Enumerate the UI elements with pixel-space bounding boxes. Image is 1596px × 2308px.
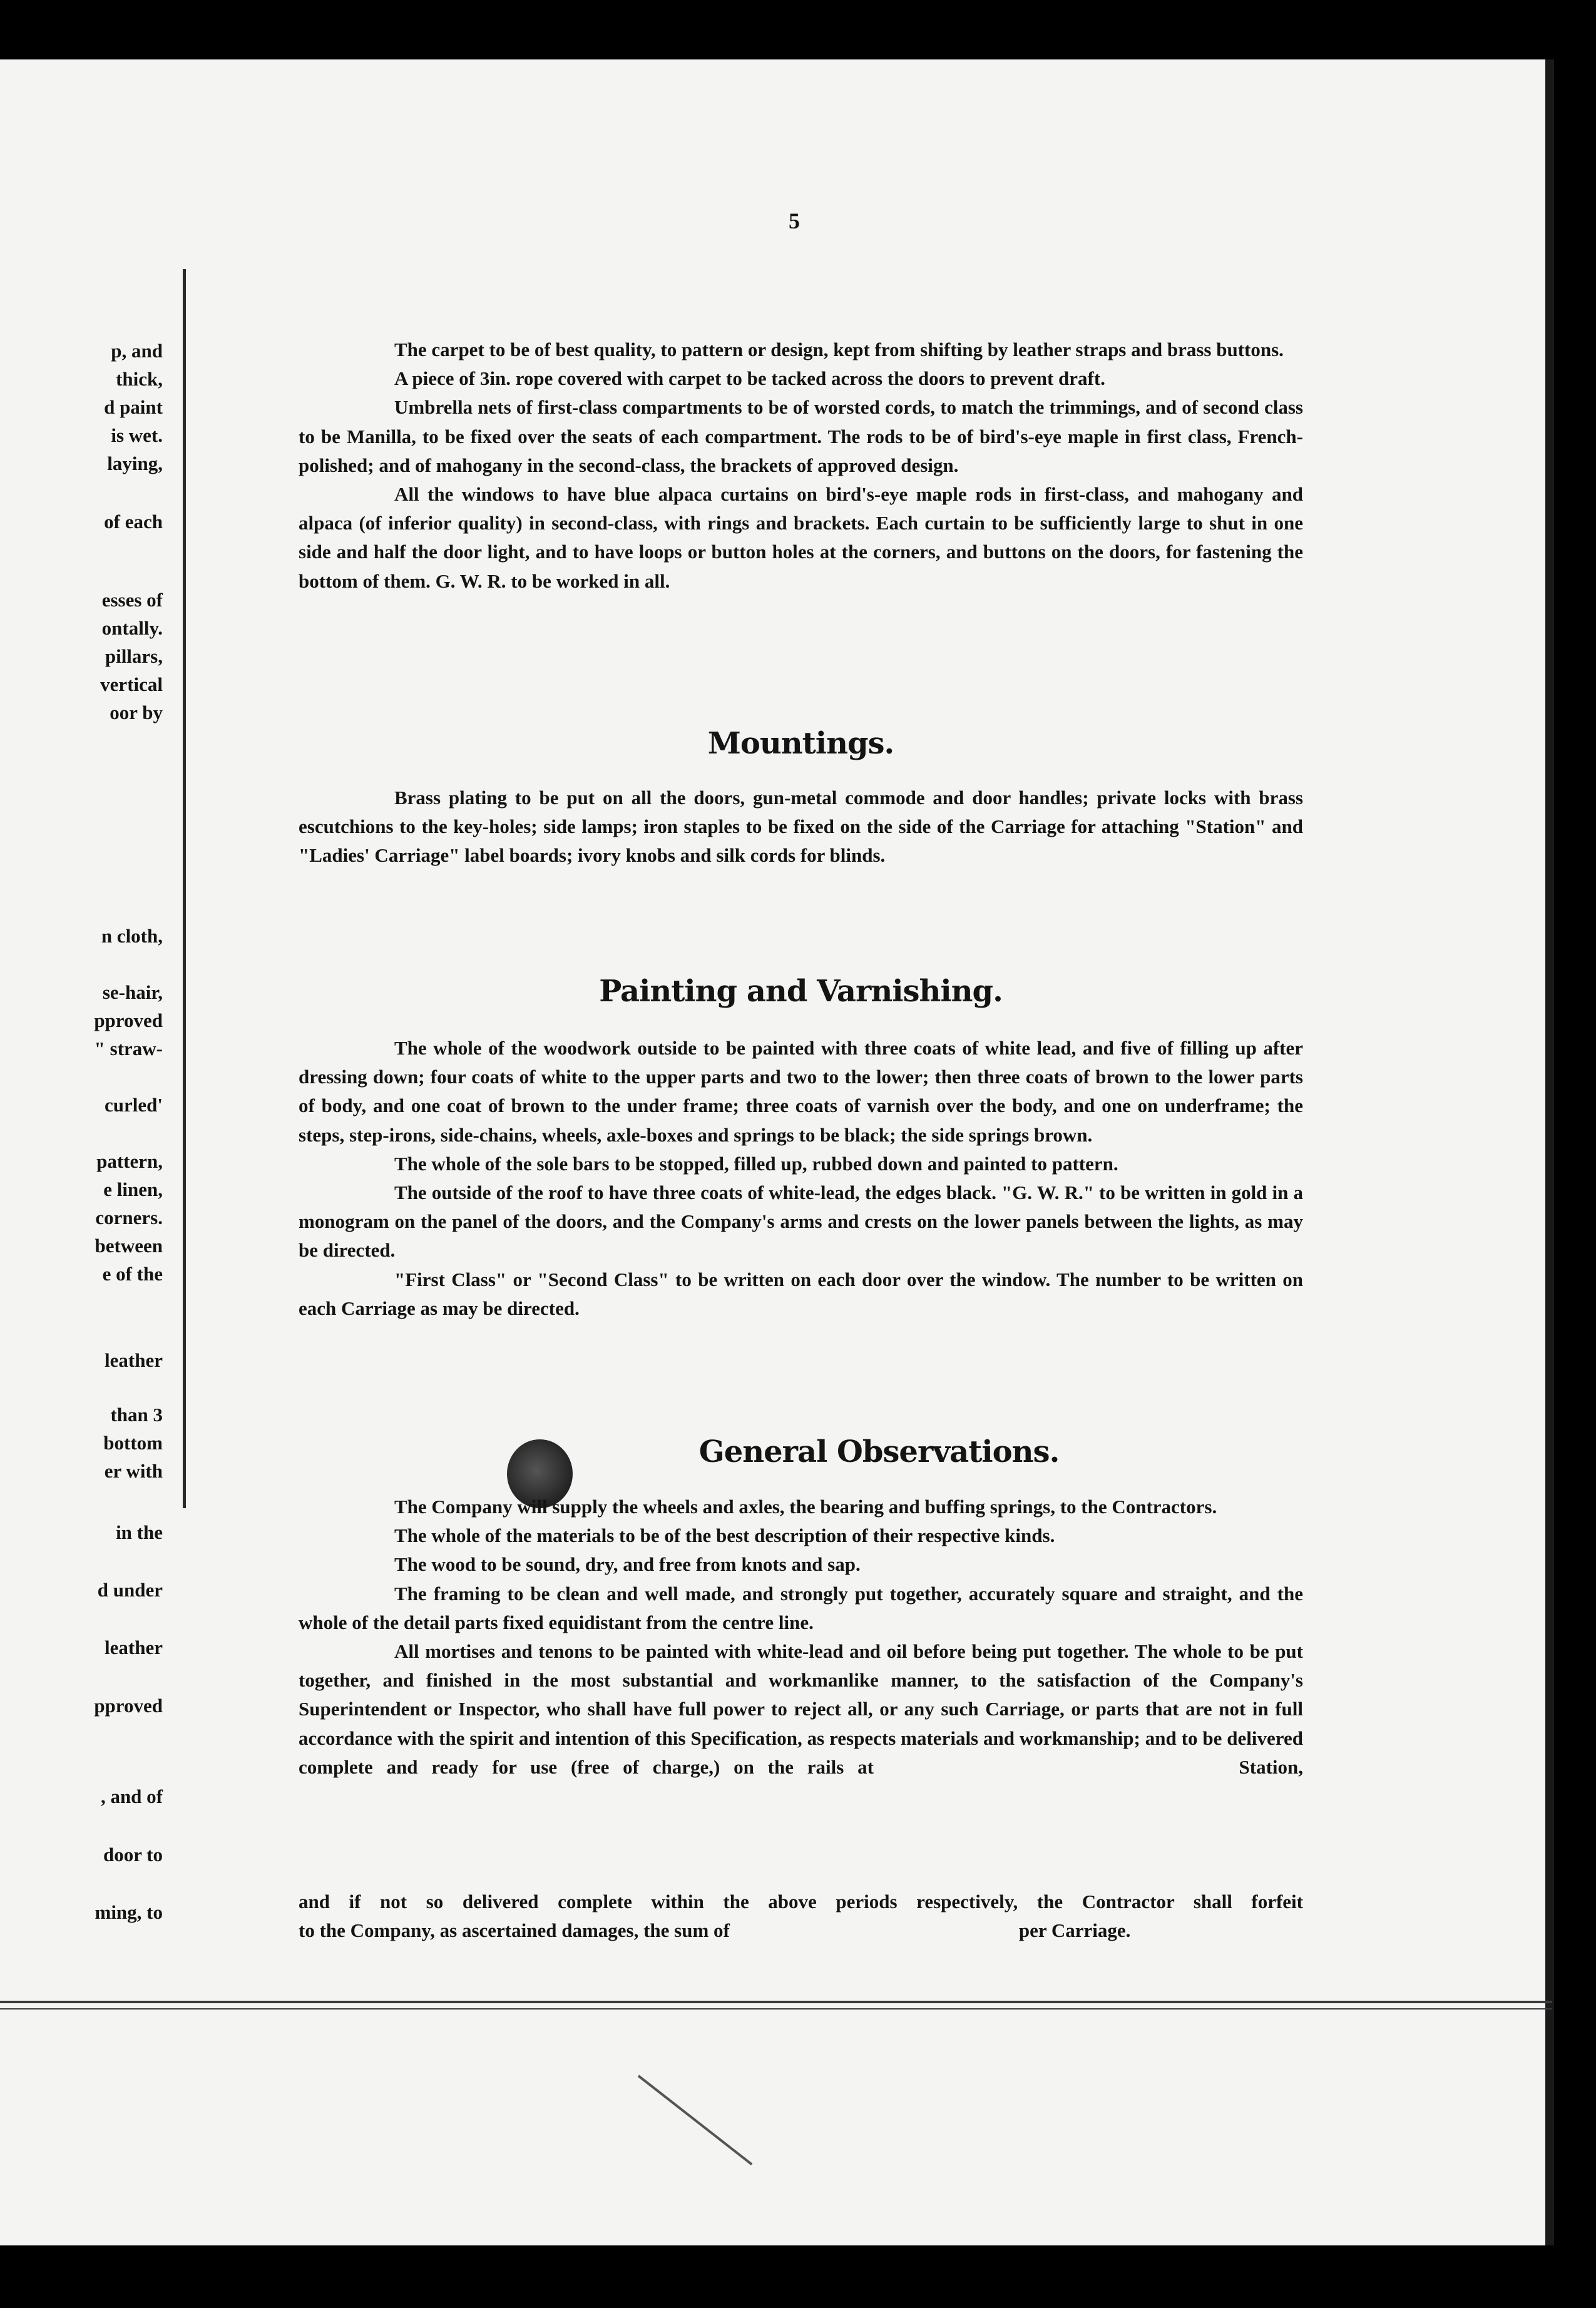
bleed-text-line: n cloth, (101, 925, 163, 947)
bleed-text-line: door to (103, 1844, 163, 1866)
page-number: 5 (789, 208, 800, 233)
section-heading: General Observations. (698, 1434, 1060, 1469)
bleed-text-line: ontally. (101, 617, 163, 639)
bleed-text-line: between (95, 1235, 163, 1257)
bleed-text-line: " straw- (94, 1038, 163, 1060)
painting-section (299, 973, 1303, 1010)
paragraph: The outside of the roof to have three coats of white-lead, the edges black. "G. W. R." to be written in gold in a monogram on the panel of the doors, and the Company's arms and crests on the lower panels between the lights, as may be directed. (299, 1182, 1303, 1262)
paragraph: A piece of 3in. rope covered with carpet to be tacked across the doors to prevent draft. (394, 367, 1105, 390)
adjacent-page-bleed (0, 59, 163, 2245)
paragraph: The whole of the materials to be of the best description of their respective kinds. (394, 1524, 1055, 1547)
bleed-text-line: laying, (107, 452, 163, 474)
bleed-text-line: vertical (100, 673, 163, 695)
paragraph: The Company will supply the wheels and axles, the bearing and buffing springs, to the Contractors. (394, 1496, 1217, 1518)
bleed-text-line: thick, (116, 368, 163, 390)
paragraph-text: All mortises and tenons to be painted with white-lead and oil before being put together. The whole to be put together, and finished in the most substantial and workmanlike manner, to the satisfaction of the Company's Superintendent or Inspector, who shall have full power to reject all, or any such Carriage, or parts that are not in full accordance with the spirit and intention of this Specification, as respects materials and workmanship; and to be delivered complete and ready for use (free of charge,) on the rails at (299, 1640, 1303, 1778)
bleed-text-line: pattern, (96, 1150, 163, 1172)
bleed-text-line: leather (105, 1637, 163, 1658)
paragraph (299, 1637, 1303, 1782)
bleed-text-line: , and of (100, 1785, 163, 1807)
bleed-text-line: esses of (101, 589, 163, 611)
bleed-text-line: p, and (111, 340, 163, 362)
bleed-text-line: bottom (103, 1432, 163, 1454)
bleed-text-line: leather (105, 1349, 163, 1371)
paragraph: Umbrella nets of first-class compartments to be of worsted cords, to match the trimmings, and of second class to be Manilla, to be fixed over the seats of each compartment. The rods to be of bird's-eye maple in first class, French-polished; and of mahogany in the second-class, the brackets of approved design. (299, 396, 1303, 476)
closing-line (299, 1916, 1303, 1945)
bleed-text-line: than 3 (110, 1404, 163, 1426)
mountings-section (299, 725, 1303, 762)
intro-section (299, 335, 1303, 596)
page-body (299, 0, 1303, 2308)
paragraph: The whole of the woodwork outside to be painted with three coats of white lead, and five of filling up after dressing down; four coats of white to the upper parts and two to the lower; then three coats of brown to the lower parts of body, and one coat of brown to the under frame; three coats of varnish over the body, and one on underframe; the steps, step-irons, side-chains, wheels, axle-boxes and springs to be black; the side springs brown. (299, 1037, 1303, 1146)
bleed-text-line: is wet. (111, 424, 163, 446)
margin-rule (183, 269, 186, 1508)
bleed-text-line: curled' (105, 1094, 163, 1116)
bleed-text-line: e linen, (103, 1178, 163, 1200)
bleed-text-line: d under (97, 1579, 163, 1601)
paragraph: The carpet to be of best quality, to pattern or design, kept from shifting by leather straps and brass buttons. (394, 339, 1284, 360)
mountings-body (299, 784, 1303, 871)
bleed-text-line: er with (104, 1460, 163, 1482)
bleed-text-line: in the (116, 1521, 163, 1543)
bleed-text-line: of each (104, 511, 163, 533)
paragraph: All the windows to have blue alpaca curtains on bird's-eye maple rods in first-class, and mahogany and alpaca (of inferior quality) in second-class, with rings and brackets. Each curtain to be sufficiently large to shut in one side and half the door light, and to have loops or button holes at the corners, and buttons on the doors, for fastening the bottom of them. G. W. R. to be worked in all. (299, 483, 1303, 592)
bleed-text-line: ming, to (95, 1901, 163, 1923)
paragraph: The wood to be sound, dry, and free from knots and sap. (394, 1553, 861, 1576)
general-body (299, 1493, 1303, 1782)
bleed-text-line: pillars, (105, 645, 163, 667)
paragraph: The whole of the sole bars to be stopped, filled up, rubbed down and painted to pattern. (394, 1152, 1118, 1175)
general-section (580, 1433, 1178, 1471)
bleed-text-line: pproved (94, 1009, 163, 1031)
paragraph: The framing to be clean and well made, and strongly put together, accurately square and straight, and the whole of the detail parts fixed equidistant from the centre line. (299, 1582, 1303, 1633)
bleed-text-line: se-hair, (102, 981, 163, 1003)
bleed-text-line: oor by (110, 702, 163, 723)
painting-body (299, 1034, 1303, 1323)
bleed-text-line: e of the (102, 1263, 163, 1285)
closing-line-right: per Carriage. (1018, 1919, 1131, 1942)
station-word: Station, (1239, 1755, 1304, 1778)
bleed-text-line: pproved (94, 1695, 163, 1717)
paragraph: "First Class" or "Second Class" to be written on each door over the window. The number to be written on each Carriage as may be directed. (299, 1268, 1303, 1319)
bleed-text-line: corners. (95, 1207, 163, 1228)
section-heading: Painting and Varnishing. (599, 974, 1003, 1009)
closing-line: and if not so delivered complete within the above periods respectively, the Contractor shall forfeit (299, 1891, 1303, 1912)
closing-line-left: to the Company, as ascertained damages, the sum of (299, 1919, 730, 1942)
paragraph: Brass plating to be put on all the doors, gun-metal commode and door handles; private locks with brass escutchions to the key-holes; side lamps; iron staples to be fixed on the side of the Carriage for attaching "Station" and "Ladies' Carriage" label boards; ivory knobs and silk cords for blinds. (299, 787, 1303, 867)
closing-lines (299, 1887, 1303, 1945)
section-heading: Mountings. (707, 726, 894, 761)
bleed-text-line: d paint (104, 396, 163, 418)
